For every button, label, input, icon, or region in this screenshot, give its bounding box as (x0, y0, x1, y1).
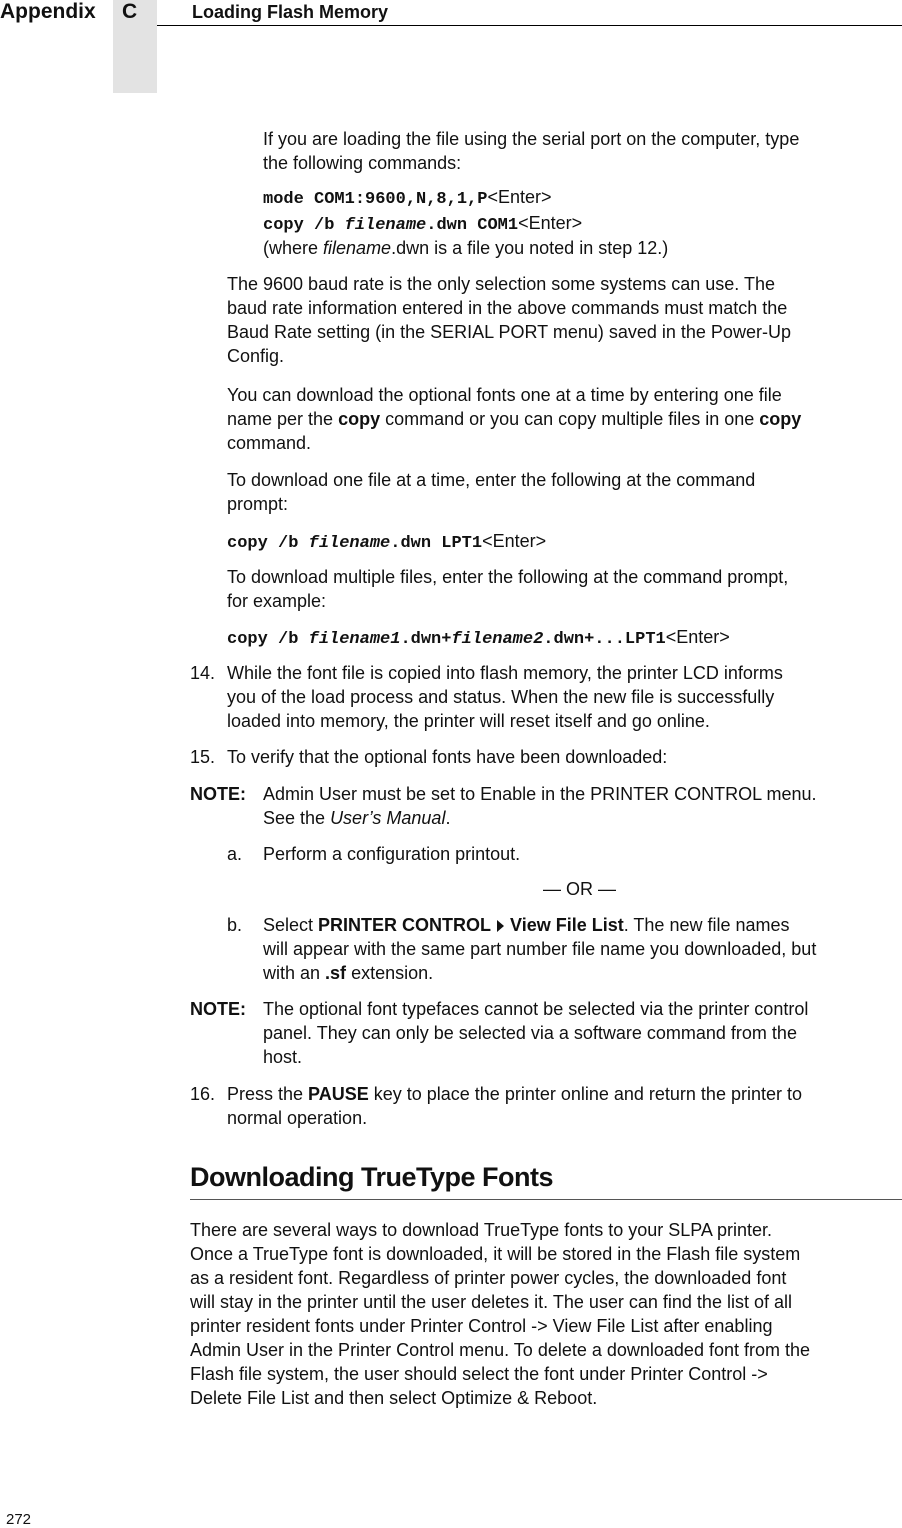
truetype-line-3: as a resident font. Regardless of printer power cycles, the downloaded font (190, 1268, 787, 1288)
sub-a-text: Perform a configuration printout. (263, 844, 521, 864)
copy-keyword: copy (338, 409, 381, 429)
truetype-line-5: printer resident fonts under Printer Control -> View File List after enabling (190, 1316, 773, 1336)
sub-b-line-1 (263, 913, 790, 937)
menu-view-file-list: View File List (510, 915, 624, 935)
serial-mode-command (263, 185, 551, 212)
baud-line-2: baud rate information entered in the above commands must match the (227, 298, 788, 318)
where-text-2: .dwn is a file you noted in step 12.) (391, 238, 669, 258)
optional-line-1: You can download the optional fonts one at a time by entering one file (227, 385, 782, 405)
header-appendix: Appendix (0, 0, 96, 23)
command-filename: filename (308, 534, 391, 553)
pause-key: PAUSE (308, 1084, 369, 1104)
note-1-label: NOTE: (190, 784, 246, 804)
multiple-line-2: for example: (227, 591, 327, 611)
one-at-time-line-2: prompt: (227, 494, 289, 514)
baud-line-4: Config. (227, 346, 285, 366)
enter-key-text: <Enter> (665, 627, 730, 647)
note-2-line-3: host. (263, 1047, 303, 1067)
command-filename: filename (344, 216, 427, 235)
copy-keyword: copy (759, 409, 802, 429)
command-copy-prefix: copy /b (227, 534, 309, 553)
truetype-line-1: There are several ways to download TrueType fonts to your SLPA printer. (190, 1220, 772, 1240)
note-1-line-1: Admin User must be set to Enable in the PRINTER CONTROL menu. (263, 784, 817, 804)
sub-b-text: with an (263, 963, 326, 983)
command-copy-suffix: .dwn+...LPT1 (543, 630, 666, 649)
command-copy-suffix: .dwn COM1 (426, 216, 519, 235)
step-16-line-2: normal operation. (227, 1108, 368, 1128)
serial-copy-command (263, 211, 582, 238)
menu-printer-control: PRINTER CONTROL (318, 915, 492, 935)
enter-key-text: <Enter> (518, 213, 583, 233)
where-text-1: (where (263, 238, 324, 258)
sf-extension: .sf (325, 963, 347, 983)
command-ext: .dwn+ (400, 630, 452, 649)
command-filename-2: filename2 (451, 630, 544, 649)
serial-intro-line-1: If you are loading the file using the serial port on the computer, type (263, 129, 800, 149)
note-text: . (445, 808, 451, 828)
note-1-line-2 (263, 806, 450, 830)
truetype-line-4: will stay in the printer until the user deletes it. The user can find the list of all (190, 1292, 792, 1312)
enter-key-text: <Enter> (487, 187, 552, 207)
menu-arrow-icon (497, 920, 504, 932)
step-14-line-1: While the font file is copied into flash memory, the printer LCD informs (227, 663, 783, 683)
command-mode: mode COM1:9600,N,8,1,P (263, 190, 488, 209)
sub-b-label: b. (227, 915, 243, 935)
one-at-time-line-1: To download one file at a time, enter the following at the command (227, 470, 756, 490)
header-rule (157, 25, 902, 26)
note-2-line-2: panel. They can only be selected via a software command from the (263, 1023, 797, 1043)
step-14-line-2: you of the load process and status. When the new file is successfully (227, 687, 775, 707)
note-text: See the (263, 808, 331, 828)
where-filename: filename (323, 238, 392, 258)
optional-text: name per the (227, 409, 339, 429)
optional-text: command or you can copy multiple files in one (380, 409, 760, 429)
section-heading-truetype: Downloading TrueType Fonts (190, 1162, 553, 1192)
sub-b-text: Select (263, 915, 319, 935)
note-2-label: NOTE: (190, 999, 246, 1019)
section-rule (190, 1199, 902, 1200)
step-15-line-1: To verify that the optional fonts have been downloaded: (227, 747, 668, 767)
baud-line-1: The 9600 baud rate is the only selection some systems can use. The (227, 274, 775, 294)
or-separator: — OR — (542, 879, 616, 899)
truetype-line-8: Delete File List and then select Optimize & Reboot. (190, 1388, 598, 1408)
step-16-number: 16. (190, 1084, 216, 1104)
step-16-text: key to place the printer online and return the printer to (368, 1084, 802, 1104)
command-filename-1: filename1 (308, 630, 401, 649)
command-copy-suffix: .dwn LPT1 (390, 534, 483, 553)
multiple-line-1: To download multiple files, enter the following at the command prompt, (227, 567, 789, 587)
truetype-line-6: Admin User in the Printer Control menu. To delete a downloaded font from the (190, 1340, 811, 1360)
serial-where-note (263, 236, 668, 260)
sub-b-line-3 (263, 961, 433, 985)
command-copy-prefix: copy /b (227, 630, 309, 649)
enter-key-text: <Enter> (482, 531, 547, 551)
multiple-command (227, 625, 730, 652)
one-at-time-command (227, 529, 546, 556)
step-16-text: Press the (227, 1084, 309, 1104)
sub-b-text: extension. (346, 963, 434, 983)
sub-a-label: a. (227, 844, 243, 864)
step-14-line-3: loaded into memory, the printer will reset itself and go online. (227, 711, 710, 731)
sub-b-text: . The new file names (623, 915, 790, 935)
step-14-number: 14. (190, 663, 216, 683)
header-title: Loading Flash Memory (192, 2, 389, 22)
step-16-line-1 (227, 1082, 802, 1106)
optional-line-3: command. (227, 433, 312, 453)
step-15-number: 15. (190, 747, 216, 767)
command-copy-prefix: copy /b (263, 216, 345, 235)
truetype-line-2: Once a TrueType font is downloaded, it will be stored in the Flash file system (190, 1244, 801, 1264)
sub-b-line-2: will appear with the same part number file name you downloaded, but (263, 939, 817, 959)
baud-line-3: Baud Rate setting (in the SERIAL PORT menu) saved in the Power-Up (227, 322, 791, 342)
users-manual-title: User’s Manual (330, 808, 446, 828)
header-appendix-letter: C (122, 0, 138, 23)
optional-line-2 (227, 407, 801, 431)
truetype-line-7: Flash file system, the user should select the font under Printer Control -> (190, 1364, 768, 1384)
page-number: 272 (6, 1511, 32, 1528)
serial-intro-line-2: the following commands: (263, 153, 462, 173)
note-2-line-1: The optional font typefaces cannot be selected via the printer control (263, 999, 809, 1019)
